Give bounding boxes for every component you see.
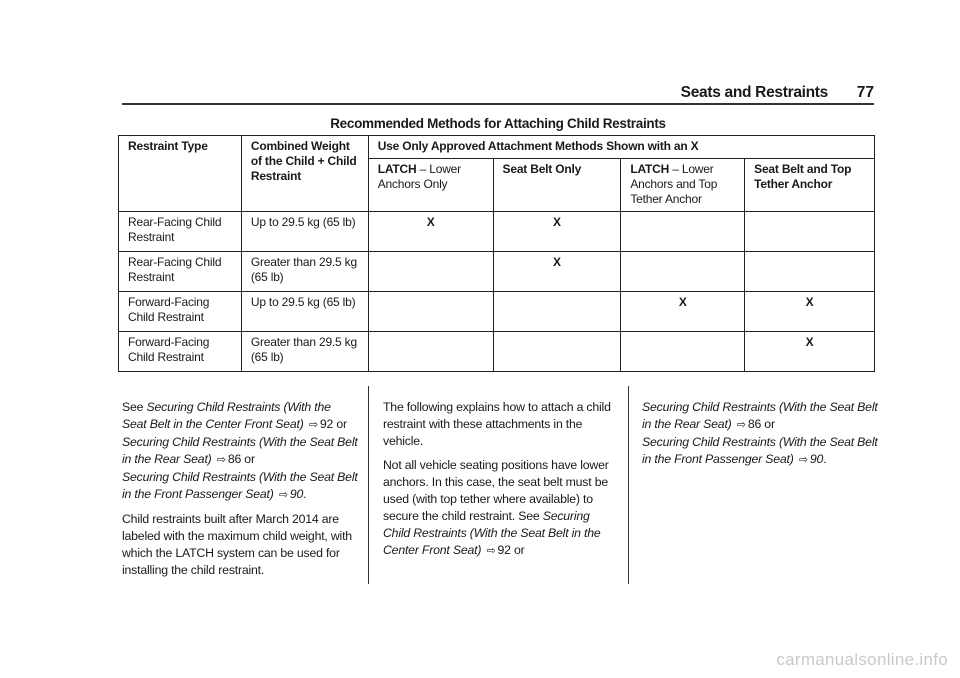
cell-mark: X	[621, 292, 745, 332]
page-ref-number[interactable]: 86	[227, 452, 242, 466]
or-text: or	[510, 543, 525, 557]
period-text: .	[303, 487, 307, 501]
latch-label: LATCH	[377, 162, 417, 176]
cell-mark	[745, 252, 875, 292]
header-latch-top	[621, 159, 745, 212]
page-ref-arrow-icon: ⇨	[216, 454, 226, 466]
cell-weight: Up to 29.5 kg (65 lb)	[241, 212, 368, 252]
cell-mark	[368, 332, 493, 372]
or-text: or	[761, 417, 775, 431]
header-combined-weight: Combined Weight of the Child + Child Restraint	[241, 136, 368, 212]
cell-restraint-type: Forward-Facing Child Restraint	[119, 332, 242, 372]
page-ref-number[interactable]: 92	[497, 543, 511, 557]
table-header-row	[119, 136, 875, 159]
cell-weight: Up to 29.5 kg (65 lb)	[241, 292, 368, 332]
cell-weight: Greater than 29.5 kg (65 lb)	[241, 252, 368, 292]
table-row	[119, 252, 875, 292]
text-column-2	[383, 399, 619, 567]
cell-mark	[368, 292, 493, 332]
cell-mark	[621, 252, 745, 292]
lower-anchors-paragraph	[383, 457, 619, 560]
cross-reference-link[interactable]: Securing Child Restraints (With the Seat Belt in the Rear Seat)	[122, 435, 358, 466]
page-number: 77	[856, 84, 874, 101]
header-seat-belt-only: Seat Belt Only	[493, 159, 621, 212]
table-row	[119, 292, 875, 332]
watermark: carmanualsonline.info	[776, 650, 948, 669]
header-latch-lower	[368, 159, 493, 212]
latch-label: LATCH	[630, 162, 670, 176]
cell-restraint-type: Rear-Facing Child Restraint	[119, 252, 242, 292]
page-ref-arrow-icon: ⇨	[308, 419, 318, 431]
cell-restraint-type: Rear-Facing Child Restraint	[119, 212, 242, 252]
cell-mark	[621, 212, 745, 252]
page-ref-arrow-icon: ⇨	[736, 419, 746, 431]
cell-weight: Greater than 29.5 kg (65 lb)	[241, 332, 368, 372]
cell-mark	[368, 252, 493, 292]
cross-reference-link[interactable]: Securing Child Restraints (With the Seat Belt in the Front Passenger Seat)	[642, 435, 878, 466]
lower-anchors-text: Not all vehicle seating positions have lower anchors. In this case, the seat belt must be used (with top tether where available) to secure the child restraint. See	[383, 458, 609, 523]
see-references-paragraph	[122, 399, 358, 504]
page-ref-number[interactable]: 92	[319, 417, 334, 431]
page-ref-number[interactable]: 90	[289, 487, 304, 501]
cell-mark: X	[745, 292, 875, 332]
table-caption: Recommended Methods for Attaching Child Restraints	[330, 116, 666, 131]
table-row	[119, 212, 875, 252]
cell-mark: X	[368, 212, 493, 252]
text-column-3	[642, 399, 878, 476]
cross-reference-link[interactable]: Securing Child Restraints (With the Seat Belt in the Center Front Seat)	[122, 400, 331, 431]
cell-mark	[745, 212, 875, 252]
page-ref-number[interactable]: 86	[747, 417, 762, 431]
or-text: or	[241, 452, 255, 466]
attachment-intro-paragraph: The following explains how to attach a child restraint with these attachments in the vehicle.	[383, 400, 611, 448]
cross-reference-link[interactable]: Securing Child Restraints (With the Seat Belt in the Rear Seat)	[642, 400, 878, 431]
header-rule	[122, 103, 874, 105]
page-ref-arrow-icon: ⇨	[278, 489, 288, 501]
see-text: See	[122, 400, 147, 414]
cell-mark	[621, 332, 745, 372]
cell-mark: X	[493, 252, 621, 292]
cross-reference-link[interactable]: Securing Child Restraints (With the Seat Belt in the Center Front Seat)	[383, 509, 601, 557]
page-ref-arrow-icon: ⇨	[798, 454, 808, 466]
text-column-1	[122, 399, 358, 586]
period-text: .	[823, 452, 827, 466]
page-ref-number[interactable]: 90	[809, 452, 824, 466]
continued-references-paragraph	[642, 399, 878, 469]
or-text: or	[333, 417, 347, 431]
header-seat-belt-top: Seat Belt and Top Tether Anchor	[745, 159, 875, 212]
column-divider	[368, 386, 369, 584]
column-divider	[628, 386, 629, 584]
table-row	[119, 332, 875, 372]
cell-mark	[493, 292, 621, 332]
latch-top-text: – Lower Anchors and Top Tether Anchor	[630, 162, 718, 206]
cross-reference-link[interactable]: Securing Child Restraints (With the Seat Belt in the Front Passenger Seat)	[122, 470, 358, 501]
page-ref-arrow-icon: ⇨	[486, 545, 496, 557]
cell-mark: X	[745, 332, 875, 372]
cell-mark: X	[493, 212, 621, 252]
cell-mark	[493, 332, 621, 372]
header-restraint-type: Restraint Type	[119, 136, 242, 212]
latch-lower-text: – Lower Anchors Only	[377, 162, 461, 191]
cell-restraint-type: Forward-Facing Child Restraint	[119, 292, 242, 332]
latch-label-paragraph: Child restraints built after March 2014 are labeled with the maximum child weight, with which the LATCH system can be used for installing the child restraint.	[122, 512, 352, 577]
header-attachment-methods: Use Only Approved Attachment Methods Shown with an X	[368, 136, 874, 159]
section-title: Seats and Restraints	[680, 84, 828, 101]
child-restraint-table	[118, 135, 875, 372]
